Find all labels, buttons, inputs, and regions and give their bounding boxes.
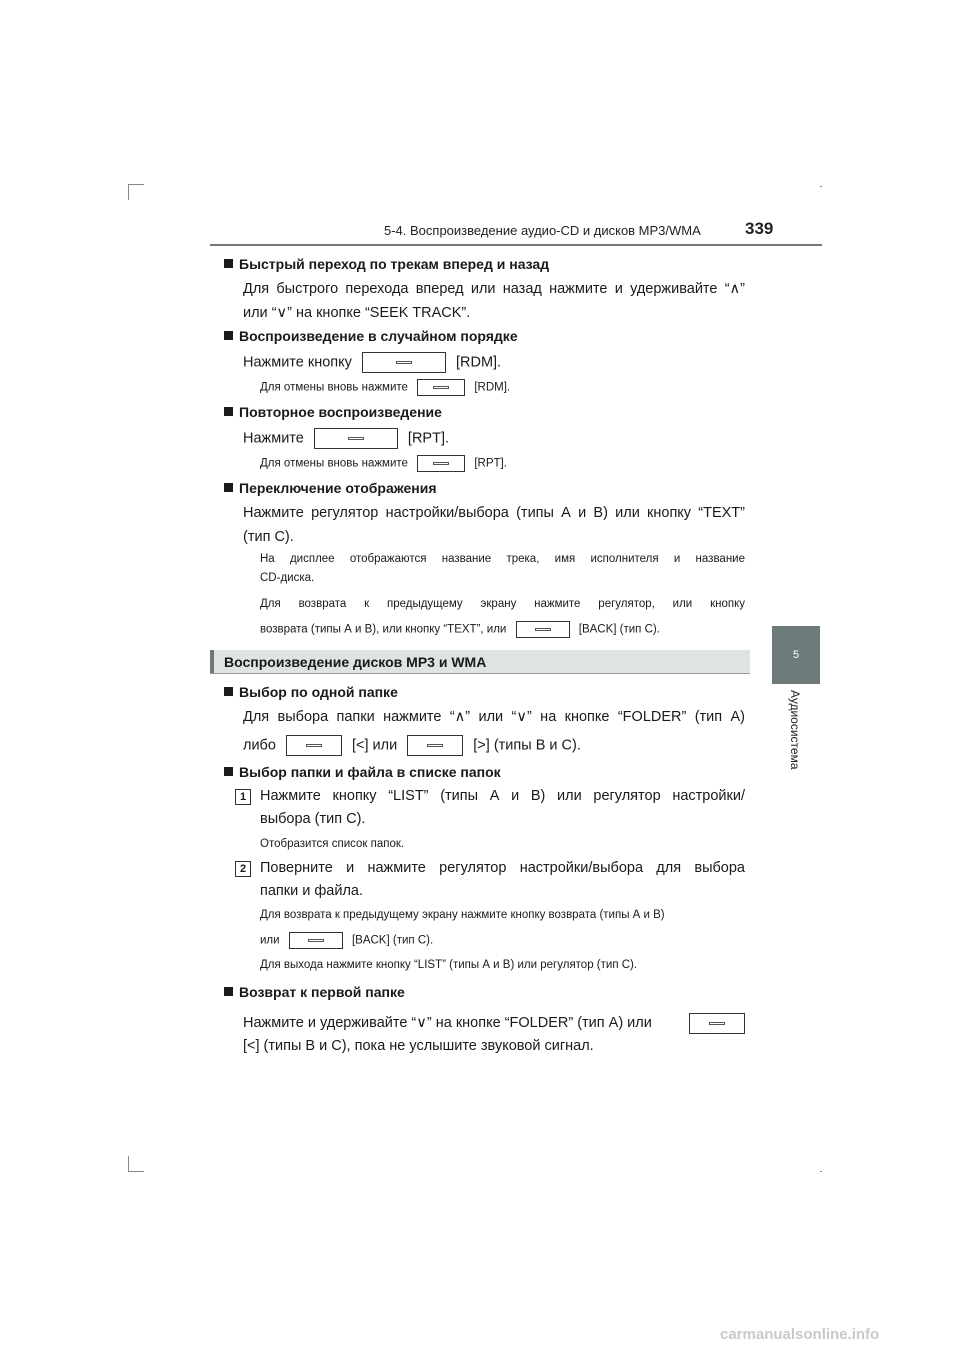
bullet-square-icon [224, 687, 233, 696]
heading-first-folder: Возврат к первой папке [224, 984, 405, 1000]
random-note-text: Для отмены вновь нажмите [260, 381, 408, 394]
rpt-button-small-icon [417, 455, 465, 472]
display-text-line1: Нажмите регулятор настройки/выбора (типы А и В) или кнопку “TEXT” [243, 505, 745, 521]
display-note2-text: возврата (типы А и В), или кнопку “TEXT”, или [260, 623, 507, 636]
back-button-icon [289, 932, 343, 949]
display-note1-line1: На дисплее отображаются название трека, имя исполнителя и название [260, 553, 745, 565]
display-note2-label: [BACK] (тип С). [578, 623, 660, 636]
folder-next-label: [>] (типы В и С). [473, 737, 581, 754]
heading-folder: Выбор по одной папке [224, 684, 398, 700]
step1-text-line1: Нажмите кнопку “LIST” (типы А и В) или регулятор настройки/ [260, 788, 745, 804]
display-note1-line2: CD-диска. [260, 572, 315, 584]
bullet-square-icon [224, 259, 233, 268]
back-button-icon [516, 621, 570, 638]
bullet-square-icon [224, 407, 233, 416]
bullet-square-icon [224, 987, 233, 996]
display-note2-line2 [260, 621, 660, 638]
random-rdm-label: [RDM]. [455, 354, 502, 371]
folder-text-line2 [243, 735, 581, 756]
first-folder-line2: [<] (типы В и С), пока не услышите звуковой сигнал. [243, 1038, 594, 1054]
section-bar-mp3-wma: Воспроизведение дисков MP3 и WMA [210, 650, 750, 674]
prev-folder-button-icon [689, 1013, 745, 1034]
step1-number [235, 788, 257, 805]
repeat-rpt-label: [RPT]. [407, 430, 450, 447]
chapter-tab-label: Аудиосистема [788, 690, 802, 770]
chapter-tab: 5 [772, 626, 820, 684]
step2-note1: Для возврата к предыдущему экрану нажмите кнопку возврата (типы А и В) [260, 909, 665, 921]
crop-mark-top-right [820, 186, 822, 187]
seek-text-line2: или “∨” на кнопке “SEEK TRACK”. [243, 305, 471, 321]
crop-mark-bottom-right [820, 1171, 822, 1172]
random-note-label: [RDM]. [474, 381, 511, 394]
step1-number-box: 1 [235, 789, 251, 805]
folder-text-line1: Для выбора папки нажмите “∧” или “∨” на кнопке “FOLDER” (тип А) [243, 709, 745, 725]
crop-mark-bottom-left-h [128, 1171, 144, 1172]
first-folder-line1: Нажмите и удерживайте “∨” на кнопке “FOLDER” (тип А) или [243, 1015, 652, 1031]
display-text-line2: (тип С). [243, 529, 294, 545]
random-note [260, 379, 510, 396]
watermark: carmanualsonline.info [720, 1326, 880, 1343]
bullet-square-icon [224, 483, 233, 492]
heading-seek: Быстрый переход по трекам вперед и назад [224, 256, 549, 272]
repeat-press-text: Нажмите [243, 430, 304, 447]
folder-either-text: либо [243, 737, 276, 754]
prev-folder-button-icon [286, 735, 342, 756]
display-note2-line1: Для возврата к предыдущему экрану нажмите регулятор, или кнопку [260, 598, 745, 610]
chapter-title: 5-4. Воспроизведение аудио-CD и дисков MP3/WMA [384, 223, 701, 238]
rdm-button-icon [362, 352, 446, 373]
repeat-note-label: [RPT]. [474, 457, 507, 470]
bullet-square-icon [224, 331, 233, 340]
heading-random: Воспроизведение в случайном порядке [224, 328, 518, 344]
repeat-note [260, 455, 507, 472]
step1-text-line2: выбора (тип С). [260, 811, 366, 827]
step2-note2-text: или [260, 934, 280, 947]
step2-note3: Для выхода нажмите кнопку “LIST” (типы А и В) или регулятор (тип С). [260, 959, 638, 971]
step2-note2-label: [BACK] (тип С). [351, 934, 434, 947]
heading-folder-list: Выбор папки и файла в списке папок [224, 764, 501, 780]
random-press-text: Нажмите кнопку [243, 354, 352, 371]
next-folder-button-icon [407, 735, 463, 756]
heading-display: Переключение отображения [224, 480, 437, 496]
step2-text-line2: папки и файла. [260, 883, 364, 899]
repeat-note-text: Для отмены вновь нажмите [260, 457, 408, 470]
rpt-button-icon [314, 428, 398, 449]
page-number: 339 [745, 219, 774, 238]
step2-note2 [260, 932, 433, 949]
crop-mark-top-left-h [128, 184, 144, 185]
step2-number [235, 860, 257, 877]
heading-repeat: Повторное воспроизведение [224, 404, 442, 420]
folder-prev-label: [<] или [352, 737, 398, 754]
step2-number-box: 2 [235, 861, 251, 877]
repeat-instruction [243, 428, 449, 449]
bullet-square-icon [224, 767, 233, 776]
step1-note: Отобразится список папок. [260, 838, 405, 850]
crop-mark-bottom-left-v [128, 1156, 129, 1172]
seek-text-line1: Для быстрого перехода вперед или назад нажмите и удерживайте “∧” [243, 281, 745, 297]
crop-mark-top-left-v [128, 184, 129, 200]
step2-text-line1: Поверните и нажмите регулятор настройки/выбора для выбора [260, 860, 745, 876]
rdm-button-small-icon [417, 379, 465, 396]
random-instruction [243, 352, 501, 373]
header-rule [210, 244, 822, 246]
